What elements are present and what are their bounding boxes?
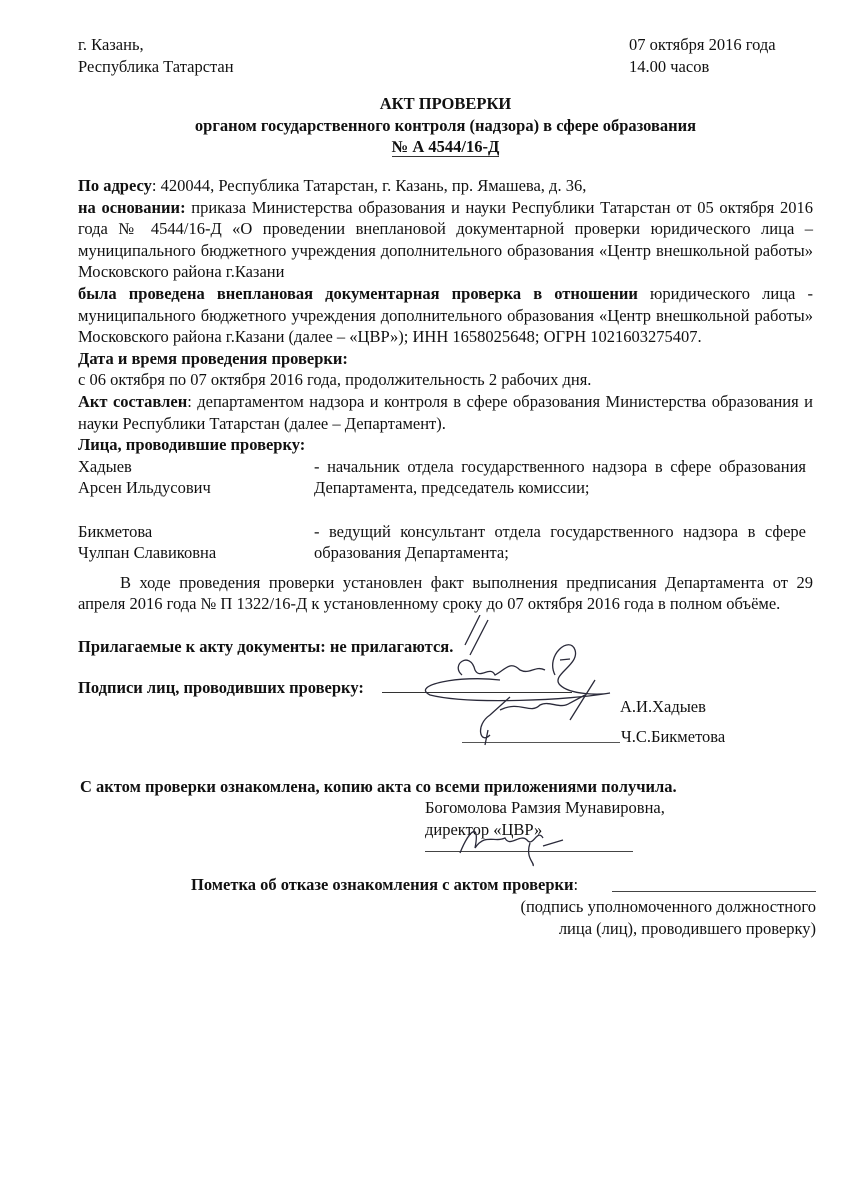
- inspectors-label: Лица, проводившие проверку:: [78, 435, 306, 455]
- inspector-surname: Бикметова: [78, 521, 153, 541]
- signer2: Ч.С.Бикметова: [621, 727, 726, 746]
- signer1: А.И.Хадыев: [620, 697, 706, 716]
- address-label: По адресу: [78, 176, 152, 195]
- document-title: [78, 93, 813, 158]
- inspector-name: Чулпан Славиковна: [78, 543, 217, 563]
- compiled-label: Акт составлен: [78, 391, 188, 411]
- recipient-role: директор «ЦВР»: [425, 820, 543, 839]
- conducted-label: была проведена внеплановая документарная проверка в отношении: [78, 283, 638, 303]
- inspector-role: - начальник отдела государственного надзора в сфере образования Департамента, председатель комиссии;: [314, 456, 806, 498]
- conducted-text: юридического лица - муниципального бюджетного учреждения дополнительного образования «Центр внешкольной работы» Московского района г.Казани (далее – «ЦВР»); ИНН 1658025648; ОГРН 1021603275407.: [78, 283, 813, 347]
- title-line2: органом государственного контроля (надзора) в сфере образования: [194, 115, 697, 135]
- signatures-image: [370, 615, 630, 765]
- place-block: [78, 34, 234, 77]
- finding-paragraph: В ходе проведения проверки установлен факт выполнения предписания Департамента от 29 апреля 2016 года № П 1322/16-Д к установленному сроку до 07 октября 2016 года в полном объёме.: [78, 572, 813, 614]
- region: Республика Татарстан: [78, 56, 234, 76]
- refusal-note-line2: лица (лиц), проводившего проверку): [558, 918, 816, 938]
- time: 14.00 часов: [629, 56, 710, 76]
- acknowledgement: С актом проверки ознакомлена, копию акта со всеми приложениями получила.: [80, 777, 677, 796]
- signatures-label: Подписи лиц, проводивших проверку:: [78, 678, 364, 697]
- refusal-note-line1: (подпись уполномоченного должностного: [520, 897, 816, 916]
- inspector-name: Арсен Ильдусович: [78, 478, 211, 498]
- refusal-note: [520, 896, 816, 939]
- refusal-label: Пометка об отказе ознакомления с актом проверки: [191, 875, 574, 894]
- basis-label: на основании:: [78, 197, 186, 217]
- recipient-name: Богомолова Рамзия Мунавировна,: [425, 798, 665, 817]
- inspector-role: - ведущий консультант отдела государственного надзора в сфере образования Департамента;: [314, 521, 806, 563]
- attached-documents: Прилагаемые к акту документы: не прилагаются.: [78, 637, 454, 656]
- date-block: [629, 34, 776, 77]
- inspector-surname: Хадыев: [78, 456, 132, 476]
- inspector-row: [78, 521, 813, 564]
- refusal-colon: :: [573, 875, 579, 894]
- address-text: : 420044, Республика Татарстан, г. Казань, пр. Ямашева, д. 36,: [151, 176, 587, 195]
- refusal-mark: [191, 874, 578, 896]
- city: г. Казань,: [78, 35, 144, 54]
- compiled-text: : департаментом надзора и контроля в сфере образования Министерства образования и науки Республики Татарстан (далее – Департамент).: [78, 391, 814, 433]
- datetime-label: Дата и время проведения проверки:: [78, 348, 348, 368]
- title-line1: АКТ ПРОВЕРКИ: [379, 94, 512, 113]
- inspector-row: [78, 456, 813, 499]
- act-number: № А 4544/16-Д: [391, 137, 500, 157]
- basis-text: приказа Министерства образования и науки Республики Татарстан от 05 октября 2016 года № 4544/16-Д «О проведении внеплановой документарной проверки юридического лица – муниципального бюджетного учреждения дополнительного образования «Центр внешкольной работы» Московского района г.Казани: [78, 197, 813, 282]
- date: 07 октября 2016 года: [629, 35, 776, 54]
- datetime-text: с 06 октября по 07 октября 2016 года, продолжительность 2 рабочих дня.: [78, 370, 592, 390]
- recipient-signature-image: [455, 818, 565, 868]
- refusal-signature-line: [612, 891, 816, 892]
- document-body: [78, 175, 813, 615]
